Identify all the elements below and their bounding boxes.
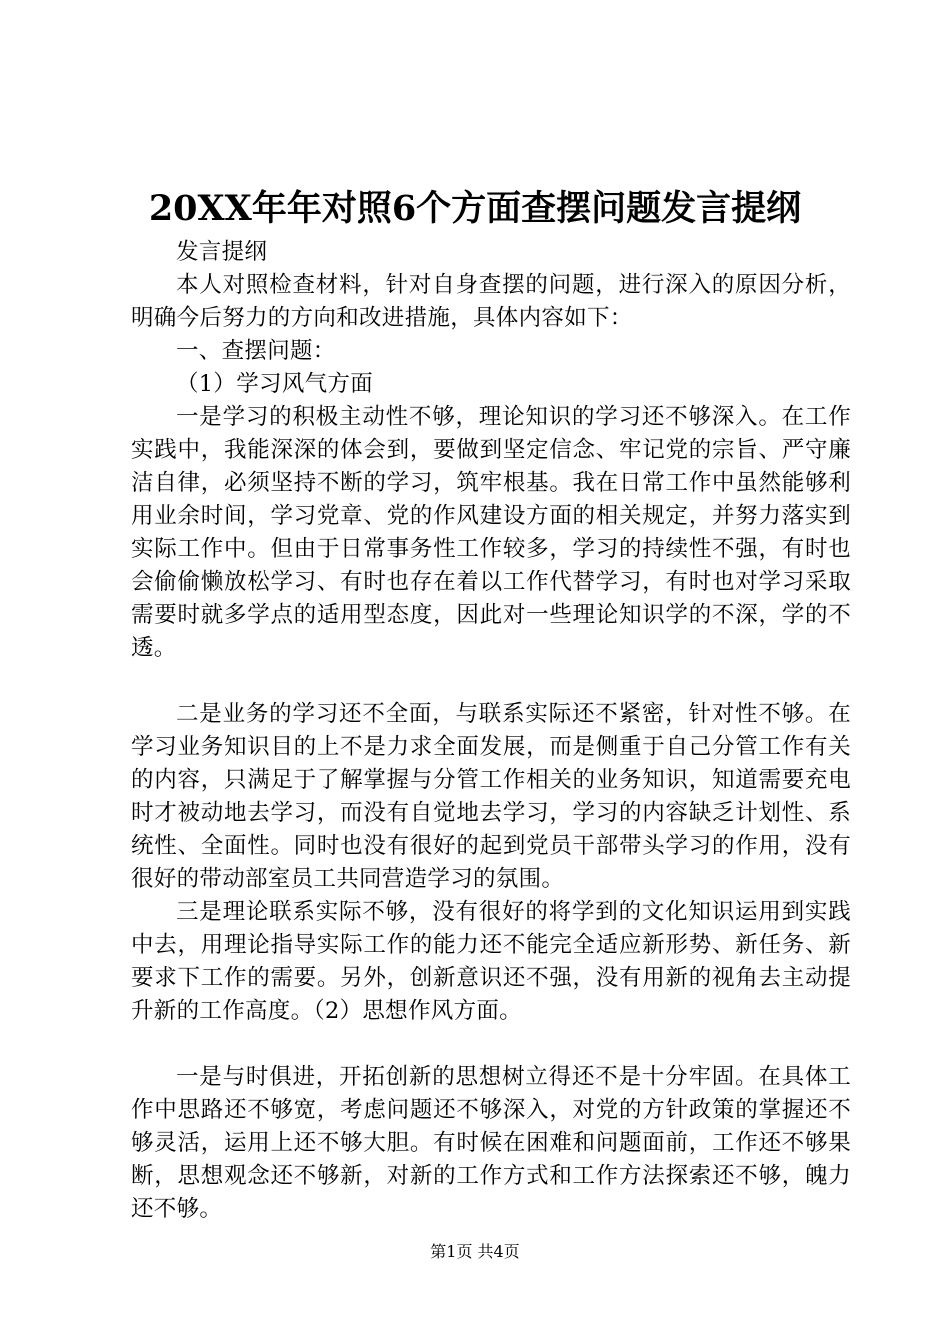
section-heading: 一、查摆问题： — [176, 338, 336, 364]
paragraph-intro: 本人对照检查材料，针对自身查摆的问题，进行深入的原因分析，明确今后努力的方向和改进措施，具体内容如下： — [131, 272, 851, 331]
paragraph-point-3: 三是理论联系实际不够，没有很好的将学到的文化知识运用到实践中去，用理论指导实际工作的能力还不能完全适应新形势、新任务、新要求下工作的需要。另外，创新意识还不强，没有用新的视角去主动提升新的工作高度。（2）思想作风方面。 — [131, 899, 851, 1024]
subsection-heading: （1）学习风气方面 — [176, 371, 374, 397]
document-title: 20XX年年对照6个方面查摆问题发言提纲 — [148, 188, 802, 229]
paragraph-point-4: 一是与时俱进，开拓创新的思想树立得还不是十分牢固。在具体工作中思路还不够宽，考虑问题还不够深入，对党的方针政策的掌握还不够灵活，运用上还不够大胆。有时候在困难和问题面前，工作还不够果断，思想观念还不够新，对新的工作方式和工作方法探索还不够，魄力还不够。 — [131, 1064, 851, 1222]
page-footer: 第1页 共4页 — [430, 1242, 520, 1261]
paragraph-point-2: 二是业务的学习还不全面，与联系实际还不紧密，针对性不够。在学习业务知识目的上不是力求全面发展，而是侧重于自己分管工作有关的内容，只满足于了解掌握与分管工作相关的业务知识，知道需要充电时才被动地去学习，而没有自觉地去学习，学习的内容缺乏计划性、系统性、全面性。同时也没有很好的起到党员干部带头学习的作用，没有很好的带动部室员工共同营造学习的氛围。 — [131, 701, 851, 892]
paragraph-heading: 发言提纲 — [176, 239, 268, 265]
document-body — [131, 236, 851, 1226]
paragraph-point-1: 一是学习的积极主动性不够，理论知识的学习还不够深入。在工作实践中，我能深深的体会到，要做到坚定信念、牢记党的宗旨、严守廉洁自律，必须坚持不断的学习，筑牢根基。我在日常工作中虽然能够利用业余时间，学习党章、党的作风建设方面的相关规定，并努力落实到实际工作中。但由于日常事务性工作较多，学习的持续性不强，有时也会偷偷懒放松学习、有时也存在着以工作代替学习，有时也对学习采取需要时就多学点的适用型态度，因此对一些理论知识学的不深，学的不透。 — [131, 404, 851, 661]
